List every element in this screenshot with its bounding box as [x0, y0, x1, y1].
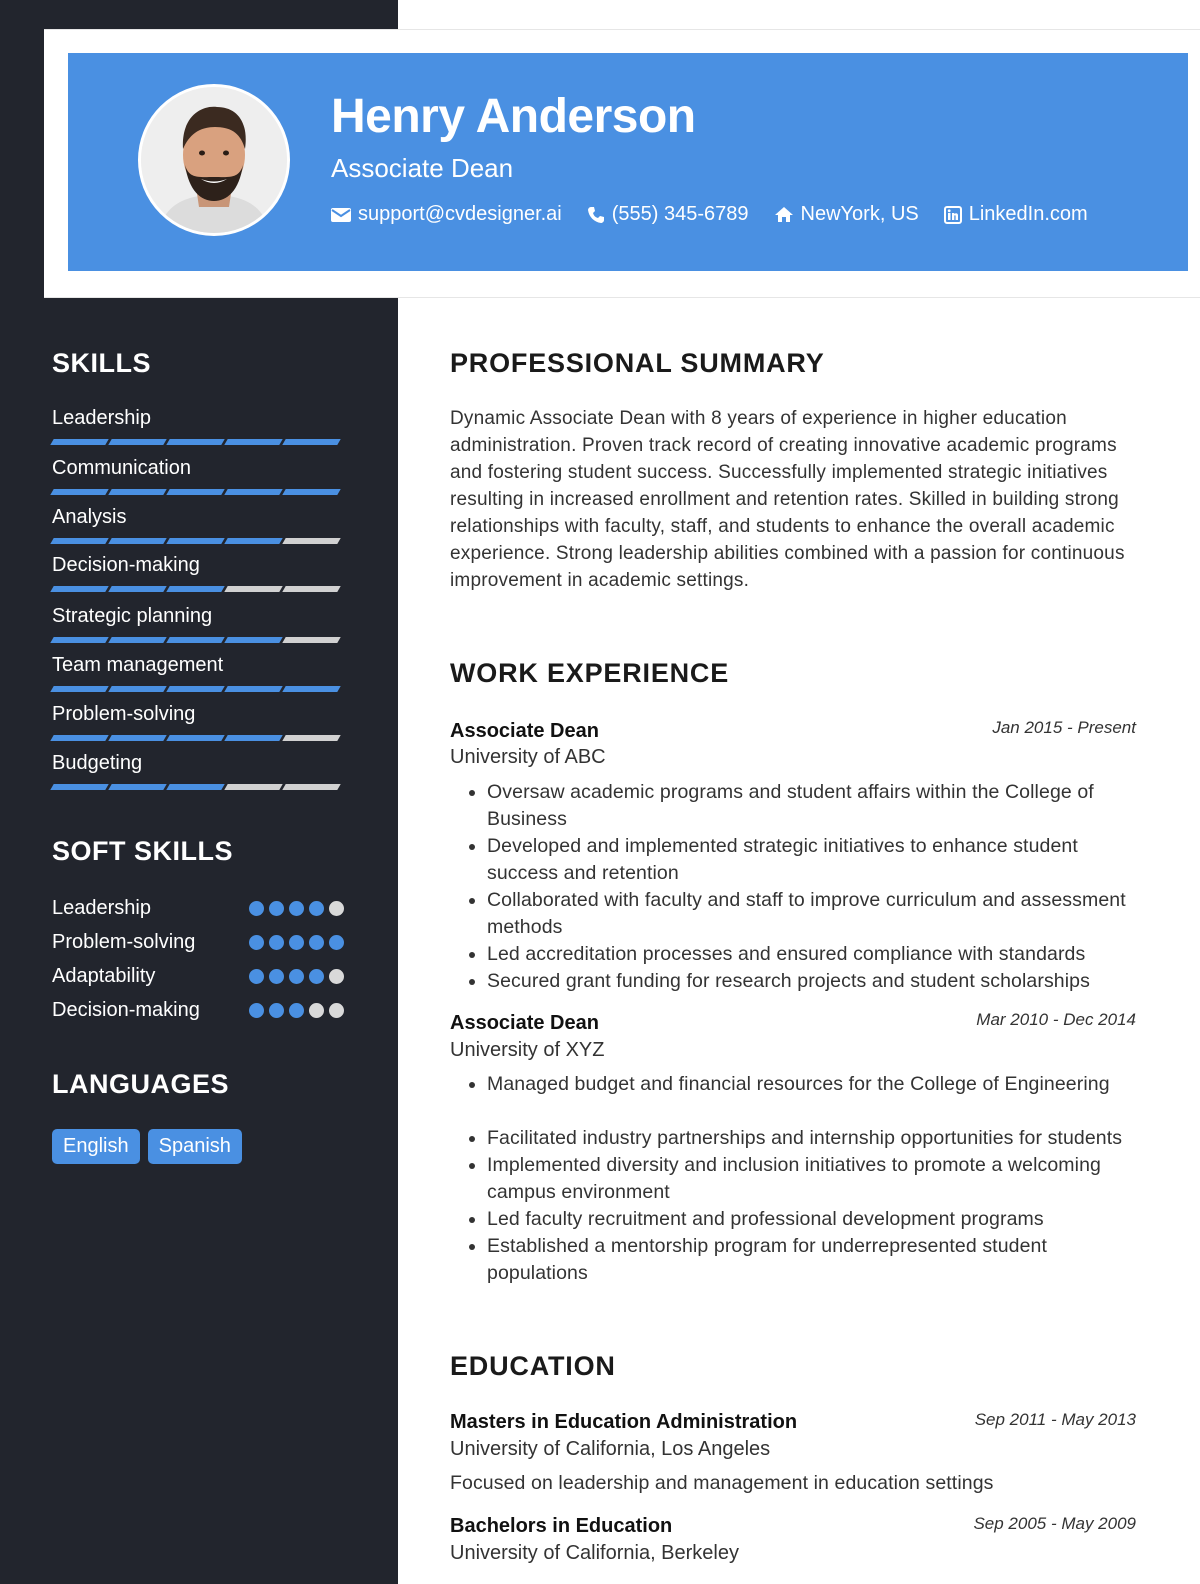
skill-level-bar: [52, 538, 352, 544]
skill-level-segment: [166, 686, 224, 692]
education-degree: Bachelors in Education: [450, 1515, 673, 1537]
skill-level-segment: [224, 784, 282, 790]
job-bullet: • Oversaw academic programs and student affairs within the College of Business: [487, 779, 1150, 833]
languages-list: [52, 1129, 242, 1164]
skill-name: Communication: [52, 457, 191, 479]
skill-item: [52, 702, 352, 741]
skill-level-bar: [52, 686, 352, 692]
skill-level-segment: [166, 538, 224, 544]
education-dates: Sep 2005 - May 2009: [973, 1514, 1136, 1533]
skill-level-segment: [282, 489, 340, 495]
soft-skill-name: Leadership: [52, 897, 151, 919]
skill-level-segment: [50, 439, 108, 445]
skill-level-segment: [50, 784, 108, 790]
soft-skill-item: [52, 999, 344, 1022]
job-title: Associate Dean: [450, 720, 599, 742]
soft-skill-name: Adaptability: [52, 965, 156, 987]
rating-dot: [269, 901, 284, 916]
skill-level-segment: [282, 686, 340, 692]
job-bullet: • Managed budget and financial resources for the College of Engineering: [487, 1071, 1150, 1098]
rating-dot: [309, 901, 324, 916]
job-organization: University of XYZ: [450, 1039, 605, 1061]
skill-level-segment: [50, 489, 108, 495]
job-dates: Mar 2010 - Dec 2014: [976, 1010, 1136, 1029]
education-school: University of California, Berkeley: [450, 1542, 739, 1564]
skill-level-segment: [224, 538, 282, 544]
soft-skill-rating: [249, 935, 344, 950]
skill-level-segment: [166, 784, 224, 790]
skill-item: [52, 604, 352, 643]
skill-level-segment: [108, 489, 166, 495]
work-heading: WORK EXPERIENCE: [450, 658, 730, 688]
skill-name: Problem-solving: [52, 703, 196, 725]
soft-skills-heading: SOFT SKILLS: [52, 836, 233, 866]
skills-heading: SKILLS: [52, 348, 152, 378]
contact-phone-text: (555) 345-6789: [611, 203, 749, 225]
education-dates: Sep 2011 - May 2013: [974, 1410, 1136, 1429]
rating-dot: [249, 969, 264, 984]
skill-level-segment: [50, 586, 108, 592]
skill-level-segment: [50, 735, 108, 741]
skill-level-segment: [108, 538, 166, 544]
skill-level-segment: [224, 489, 282, 495]
skill-level-segment: [282, 538, 340, 544]
skill-level-segment: [282, 439, 340, 445]
skill-level-segment: [224, 586, 282, 592]
avatar: [138, 84, 290, 236]
job-organization: University of ABC: [450, 746, 606, 768]
contact-row: [331, 203, 1113, 226]
rating-dot: [329, 901, 344, 916]
language-tag: Spanish: [148, 1129, 242, 1164]
education-description: Focused on leadership and management in education settings: [450, 1472, 994, 1494]
person-photo-icon: [141, 87, 287, 233]
skill-level-segment: [108, 439, 166, 445]
skill-level-segment: [166, 637, 224, 643]
contact-phone[interactable]: [587, 203, 749, 226]
skill-level-segment: [224, 735, 282, 741]
skill-name: Analysis: [52, 506, 127, 528]
skill-item: [52, 553, 352, 592]
job-bullets: [450, 779, 1150, 995]
skill-level-segment: [282, 735, 340, 741]
languages-heading: LANGUAGES: [52, 1069, 230, 1099]
summary-heading: PROFESSIONAL SUMMARY: [450, 348, 825, 378]
skill-level-segment: [50, 686, 108, 692]
header-banner: [68, 53, 1188, 271]
job-bullet: • Collaborated with faculty and staff to improve curriculum and assessment methods: [487, 887, 1150, 941]
skill-level-segment: [166, 586, 224, 592]
education-degree: Masters in Education Administration: [450, 1411, 798, 1433]
skill-item: [52, 653, 352, 692]
job-bullet: • Facilitated industry partnerships and internship opportunities for students: [487, 1125, 1150, 1152]
soft-skill-item: [52, 931, 344, 954]
skill-level-bar: [52, 439, 352, 445]
job-bullet: • Established a mentorship program for underrepresented student populations: [487, 1233, 1150, 1287]
soft-skill-rating: [249, 1003, 344, 1018]
rating-dot: [309, 969, 324, 984]
rating-dot: [289, 935, 304, 950]
skill-level-bar: [52, 637, 352, 643]
skill-name: Budgeting: [52, 752, 143, 774]
skill-level-segment: [224, 637, 282, 643]
skill-level-segment: [166, 489, 224, 495]
soft-skill-item: [52, 965, 344, 988]
skill-item: [52, 456, 352, 495]
rating-dot: [269, 1003, 284, 1018]
skill-level-segment: [282, 637, 340, 643]
rating-dot: [249, 935, 264, 950]
skill-level-segment: [224, 686, 282, 692]
contact-linkedin[interactable]: [944, 203, 1088, 226]
rating-dot: [309, 935, 324, 950]
job-bullet: • Implemented diversity and inclusion initiatives to promote a welcoming campus environment: [487, 1152, 1150, 1206]
contact-email-text: support@cvdesigner.ai: [358, 203, 562, 225]
skill-level-segment: [282, 784, 340, 790]
job-title: Associate Dean: [450, 1012, 599, 1034]
skill-level-segment: [166, 439, 224, 445]
skill-level-segment: [50, 637, 108, 643]
home-icon: [774, 206, 794, 223]
contact-location-text: NewYork, US: [800, 203, 919, 225]
skill-level-segment: [108, 686, 166, 692]
skill-item: [52, 505, 352, 544]
rating-dot: [289, 1003, 304, 1018]
skill-name: Team management: [52, 654, 224, 676]
rating-dot: [269, 969, 284, 984]
skill-level-bar: [52, 784, 352, 790]
education-school: University of California, Los Angeles: [450, 1438, 771, 1460]
skill-level-bar: [52, 735, 352, 741]
rating-dot: [329, 969, 344, 984]
skill-level-segment: [108, 586, 166, 592]
job-bullets: [450, 1071, 1150, 1287]
linkedin-icon: [944, 206, 962, 224]
skill-level-segment: [282, 586, 340, 592]
rating-dot: [269, 935, 284, 950]
language-tag: English: [52, 1129, 140, 1164]
skill-level-segment: [50, 538, 108, 544]
candidate-title: Associate Dean: [331, 153, 514, 183]
soft-skill-item: [52, 897, 344, 920]
skill-level-segment: [166, 735, 224, 741]
rating-dot: [329, 935, 344, 950]
soft-skill-rating: [249, 969, 344, 984]
rating-dot: [289, 969, 304, 984]
rating-dot: [249, 901, 264, 916]
candidate-name: Henry Anderson: [331, 90, 696, 143]
rating-dot: [249, 1003, 264, 1018]
envelope-icon: [331, 207, 351, 223]
job-bullet: • Developed and implemented strategic initiatives to enhance student success and retention: [487, 833, 1150, 887]
skill-name: Decision-making: [52, 554, 200, 576]
job-bullet: • Led accreditation processes and ensured compliance with standards: [487, 941, 1150, 968]
soft-skill-name: Problem-solving: [52, 931, 196, 953]
education-heading: EDUCATION: [450, 1351, 616, 1381]
phone-icon: [587, 206, 605, 224]
summary-text: Dynamic Associate Dean with 8 years of experience in higher education administration. Proven track record of creating innovative academic programs and fostering student success. Successfully implemented strategic initiatives resulting in increased enrollment and retention rates. Skilled in building strong relationships with faculty, staff, and students to enhance the overall academic experience. Strong leadership abilities combined with a passion for continuous improvement in academic settings.: [450, 408, 1125, 591]
soft-skill-name: Decision-making: [52, 999, 200, 1021]
skill-item: [52, 751, 352, 790]
skill-item: [52, 406, 352, 445]
skill-level-bar: [52, 586, 352, 592]
skill-level-segment: [108, 637, 166, 643]
skill-level-segment: [224, 439, 282, 445]
skill-name: Leadership: [52, 407, 151, 429]
skill-level-segment: [108, 735, 166, 741]
rating-dot: [329, 1003, 344, 1018]
skill-level-bar: [52, 489, 352, 495]
job-bullet: • Led faculty recruitment and professional development programs: [487, 1206, 1150, 1233]
rating-dot: [289, 901, 304, 916]
skill-name: Strategic planning: [52, 605, 213, 627]
soft-skill-rating: [249, 901, 344, 916]
job-bullet: • Secured grant funding for research projects and student scholarships: [487, 968, 1150, 995]
contact-email[interactable]: [331, 203, 562, 226]
job-dates: Jan 2015 - Present: [992, 718, 1136, 737]
rating-dot: [309, 1003, 324, 1018]
contact-linkedin-text: LinkedIn.com: [968, 203, 1088, 225]
skill-level-segment: [108, 784, 166, 790]
contact-location: [774, 203, 919, 226]
